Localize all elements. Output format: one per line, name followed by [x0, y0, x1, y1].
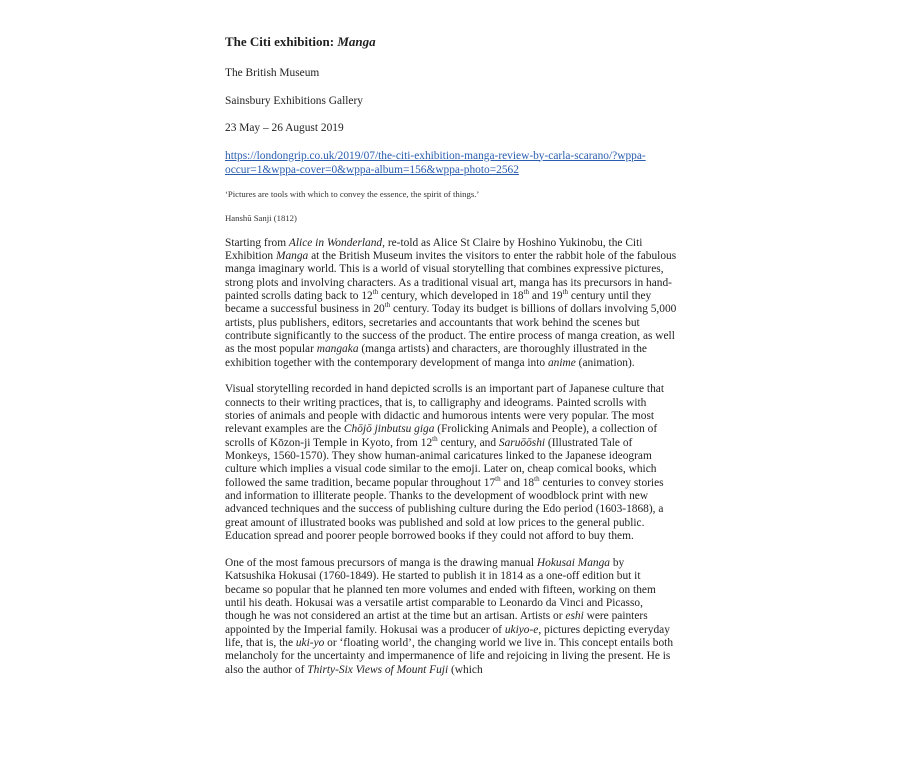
exhibition-dates: 23 May – 26 August 2019	[225, 122, 344, 134]
title-italic: Manga	[337, 34, 376, 49]
paragraph-3: One of the most famous precursors of manga is the drawing manual Hokusai Manga by Katsushika Hokusai (1760-1849). He started to publish it in 1814 as a one-off edition but it became so popular that he planned ten more volumes and ended with fifteen, working on them until his death. Hokusai was a versatile artist comparable to Leonardo da Vinci and Picasso, though he was not considered an artist at the time but an artisan. Artists or eshi were painters appointed by the Imperial family. Hokusai was a producer of ukiyo-e, pictures depicting everyday life, that is, the uki-yo or ‘floating world’, the changing world we live in. This concept entails both melancholy for the uncertainty and impermanence of life and rejoicing in living the present. He is also the author of Thirty-Six Views of Mount Fuji (which	[225, 556, 674, 676]
epigraph-attribution: Hanshū Sanji (1812)	[225, 212, 297, 223]
review-link[interactable]: https://londongrip.co.uk/2019/07/the-citi-exhibition-manga-review-by-carla-scarano/?wppa- occur=1&wppa-cover=0&wppa-album=156&wppa-photo=2562	[225, 149, 646, 176]
venue: The British Museum	[225, 67, 320, 79]
paragraph-1: Starting from Alice in Wonderland, re-told as Alice St Claire by Hoshino Yukinobu, the Citi Exhibition Manga at the British Museum invites the visitors to enter the rabbit hole of the fabulous manga imaginary world. This is a world of visual storytelling that combines expressive pictures, strong plots and involving characters. As a traditional visual art, manga has its precursors in hand-painted scrolls dating back to 12th century, which developed in 18th and 19th century until they became a successful business in 20th century. Today its budget is billions of dollars involving 5,000 artists, plus publishers, editors, secretaries and accountants that work behind the scenes but contribute significantly to the success of the product. The entire process of manga creation, as well as the most popular mangaka (manga artists) and characters, are thoroughly illustrated in the exhibition together with the contemporary development of manga into anime (animation).	[225, 236, 677, 369]
document-body	[225, 34, 677, 690]
epigraph-quote: ‘Pictures are tools with which to convey the essence, the spirit of things.’	[225, 188, 480, 199]
paragraph-2: Visual storytelling recorded in hand depicted scrolls is an important part of Japanese culture that connects to their writing practices, that is, to calligraphy and ideograms. Painted scrolls with stories of animals and people with didactic and humorous intents were very popular. The most relevant examples are the Chōjō jinbutsu giga (Frolicking Animals and People), a collection of scrolls of Kōzon-ji Temple in Kyoto, from 12th century, and Saruōōshi (Illustrated Tale of Monkeys, 1560-1570). They show human-animal caricatures linked to the Japanese ideogram culture which implies a visual code similar to the emoji. Later on, cheap comical books, which followed the same tradition, became popular throughout 17th and 18th centuries to convey stories and information to illiterate people. Thanks to the development of woodblock print with new advanced techniques and the success of publishing culture during the Edo period (1603-1868), a great amount of illustrated books was published and sold at low prices to the general public. Education spread and poorer people borrowed books if they could not afford to buy them.	[225, 383, 664, 543]
page-title: The Citi exhibition: Manga	[225, 34, 376, 49]
gallery: Sainsbury Exhibitions Gallery	[225, 94, 363, 107]
